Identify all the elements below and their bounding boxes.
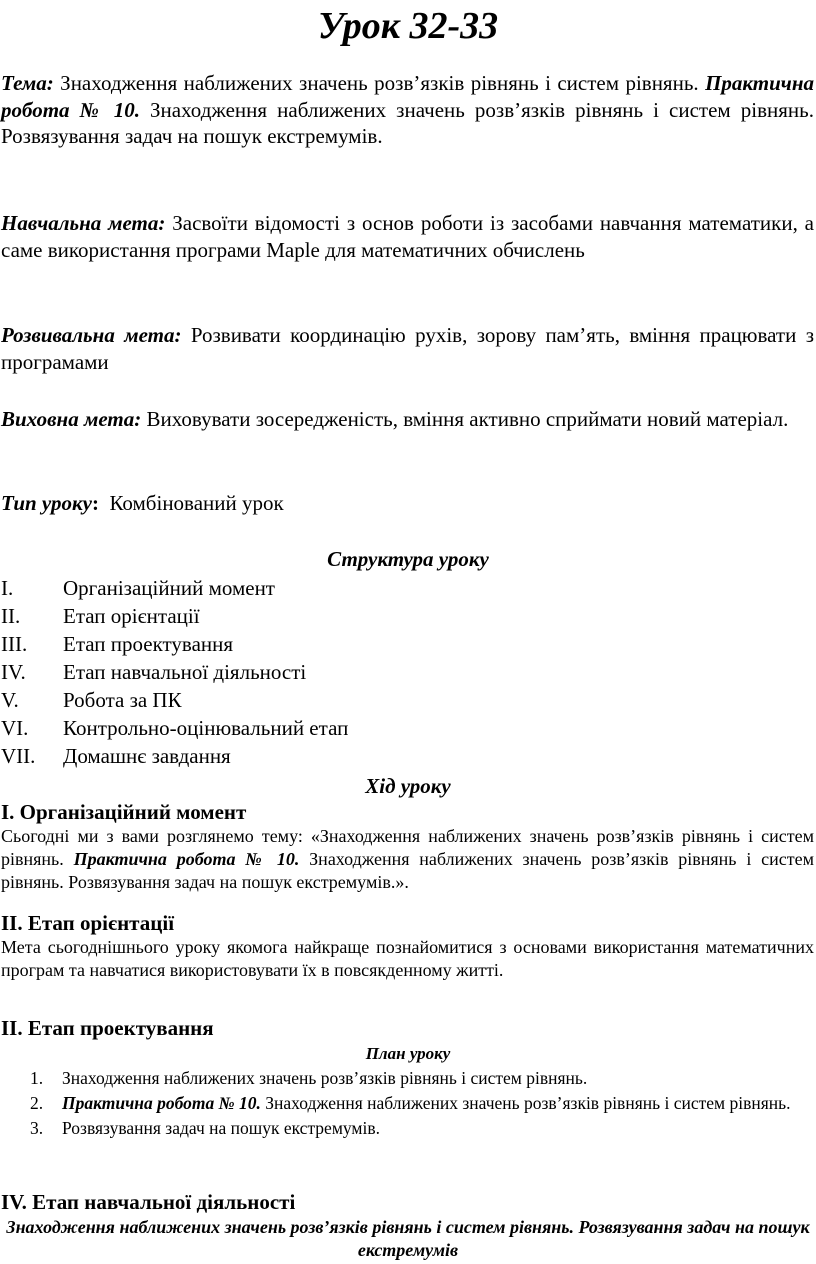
plan-item: 1. Знаходження наближених значень розв’язків рівнянь і систем рівнянь.	[30, 1068, 588, 1088]
lesson-type-colon: :	[91, 491, 99, 515]
topic-paragraph	[1, 70, 814, 150]
topic-text: Знаходження наближених значень розв’язків рівнянь і систем рівнянь.	[53, 71, 706, 95]
structure-title: Структура уроку	[327, 547, 489, 571]
practical-work-label: Практична робота № 10.	[1, 71, 814, 122]
educational-goal-label: Навчальна мета:	[1, 211, 166, 235]
plan-item: 3. Розвязування задач на пошук екстремумів.	[30, 1118, 380, 1138]
lesson-title: Урок 32-33	[317, 5, 499, 47]
plan-item: 2. Практична робота № 10. Знаходження наближених значень розв’язків рівнянь і систем рівнянь.	[30, 1093, 791, 1113]
section-orientation-text: Мета сьогоднішнього уроку якомога найкраще познайомитися з основами використання математичних програм та навчатися використовувати їх в повсякденному житті.	[1, 937, 814, 980]
section-learning-heading: IV. Етап навчальної діяльності	[1, 1190, 296, 1214]
topic-text-continued: Знаходження наближених значень розв’язків рівнянь і систем рівнянь. Розвязування задач на пошук екстремумів.	[1, 97, 814, 148]
upbringing-goal-label: Виховна мета:	[1, 407, 142, 431]
section-organizational-text: Сьогодні ми з вами розглянемо тему: «Знаходження наближених значень розв’язків рівнянь і систем рівнянь. Практична робота № 10. Знаходження наближених значень розв’язків рівнянь і систем рівнянь. Розвязування задач на пошук екстремумів.».	[1, 826, 814, 892]
section-learning-subtitle: Знаходження наближених значень розв’язків рівнянь і систем рівнянь. Розвязування задач на пошук екстремумів	[6, 1217, 810, 1260]
lesson-type-label: Тип уроку	[1, 491, 92, 515]
section-design-heading: II. Етап проектування	[1, 1016, 214, 1040]
lesson-type-text: Комбінований урок	[98, 491, 284, 515]
developmental-goal-paragraph	[1, 322, 814, 375]
plan-list	[0, 1067, 814, 1142]
educational-goal-paragraph	[1, 210, 814, 263]
developmental-goal-text: Розвивати координацію рухів, зорову пам’ять, вміння працювати з програмами	[1, 323, 814, 374]
section-organizational-heading: I. Організаційний момент	[1, 800, 247, 824]
topic-label: Тема:	[1, 71, 54, 95]
educational-goal-text: Засвоїти відомості з основ роботи із засобами навчання математики, а саме використання програми Maple для математичних обчислень	[1, 211, 814, 262]
upbringing-goal-paragraph	[1, 406, 814, 433]
lesson-type-paragraph	[1, 490, 814, 517]
document-page: Урок 32-33 Тема: Знаходження наближених значень розв’язків рівнянь і систем рівнянь. Практична робота № 10. Знаходження наближених значень розв’язків рівнянь і систем рівнянь. Розвязування задач на пошук екстремумів. Навчальна мета: Засвоїти відомості з основ роботи із засобами навчання математики, а саме використання програми Maple для математичних обчислень Розвивальна мета: Розвивати координацію рухів, зорову пам’ять, вміння працювати з програмами Виховна мета: Виховувати зосередженість, вміння активно сприймати новий матеріал. Тип уроку: Комбінований урок Структура уроку I. Організаційний момент II. Етап орієнтації III. Етап проектування IV. Етап навчальної діяльності V. Робота за ПК VI. Контрольно-оцінювальний етап VII. Домашнє завдання Хід уроку I. Організаційний момент Сьогодні ми з вами розглянемо тему: «Знаходження наближених значень розв’язків рівнянь і систем рівнянь. Практична робота № 10. Знаходження наближених значень розв’язків рівнянь і систем рівнянь. Розвязування задач на пошук екстремумів.». II. Етап орієнтації Мета сьогоднішнього уроку якомога найкраще познайомитися з основами використання математичних програм та навчатися використовувати їх в повсякденному житті. II. Етап проектування План уроку 1. Знаходження наближених значень розв’язків рівнянь і систем рівнянь. 2. Практична робота № 10. Знаходження наближених значень розв’язків рівнянь і систем рівнянь. 3. Розвязування задач на пошук екстремумів. IV. Етап навчальної діяльності Знаходження наближених значень розв’язків рівнянь і систем рівнянь. Розвязування задач на пошук екстремумів	[0, 0, 816, 1264]
upbringing-goal-text: Виховувати зосередженість, вміння активно сприймати новий матеріал.	[141, 407, 789, 431]
developmental-goal-label: Розвивальна мета:	[1, 323, 182, 347]
plan-title: План уроку	[365, 1044, 451, 1063]
lesson-progress-title: Хід уроку	[365, 774, 451, 798]
section-orientation-heading: II. Етап орієнтації	[1, 911, 175, 935]
practical-work-label: Практична робота № 10.	[73, 849, 300, 869]
